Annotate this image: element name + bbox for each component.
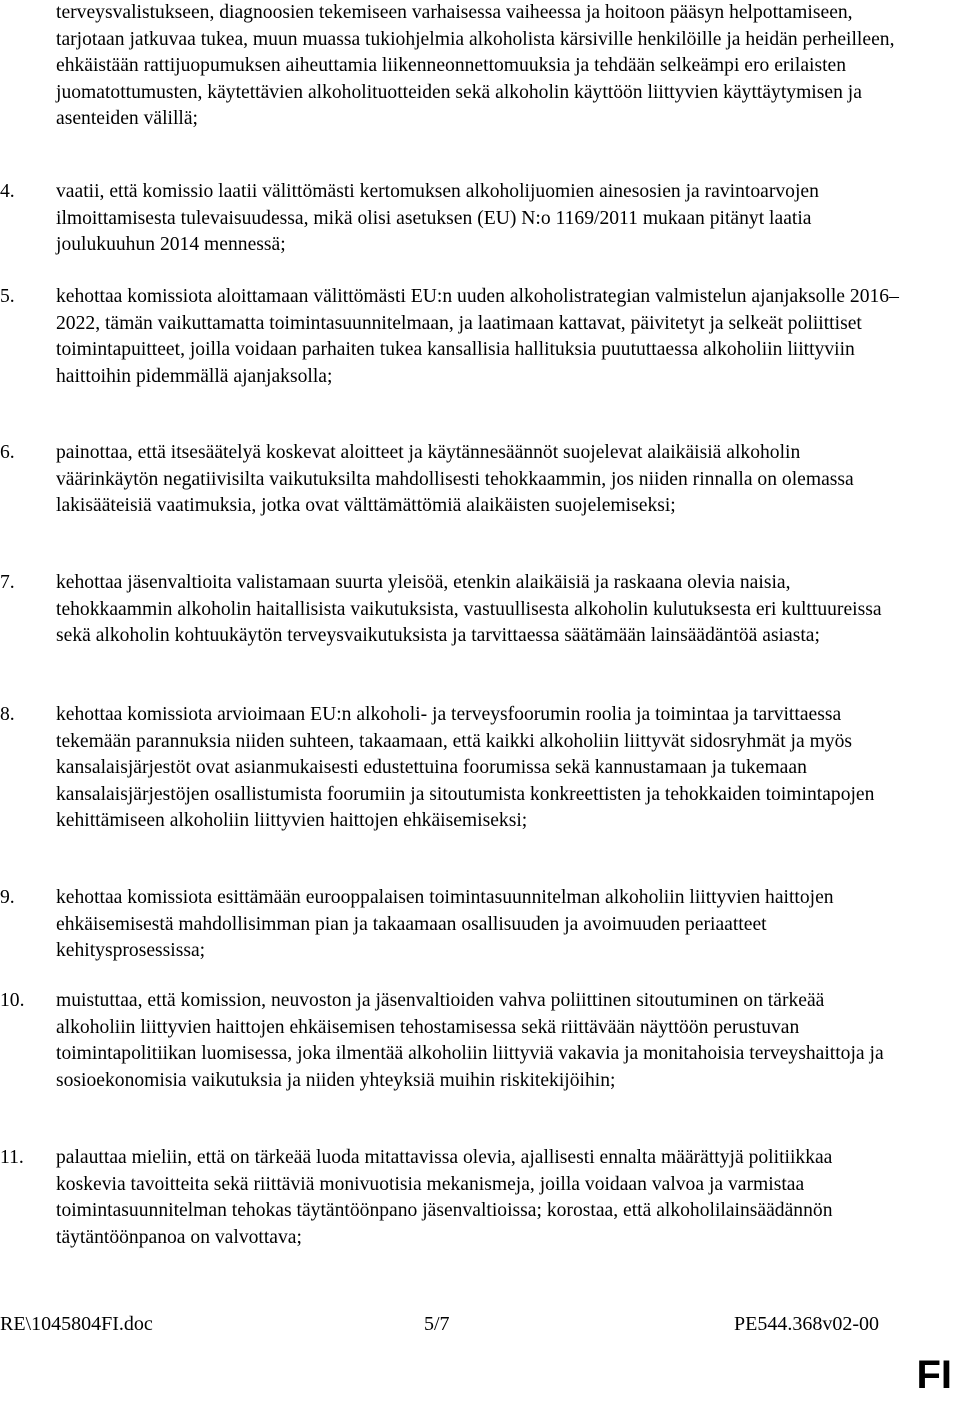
item-number: 10. xyxy=(0,990,25,1011)
item-text: painottaa, että itsesäätelyä koskevat aloitteet ja käytännesäännöt suojelevat alaikäisiä alkoholin väärinkäytön negatiivisilta vaikutuksilta mahdollisesti tehokkaammin, jos niiden rinnalla on olemassa lakisääteisiä vaatimuksia, jotka ovat välttämättömiä alaikäisten suojelemiseksi; xyxy=(56,442,854,517)
footer-document-reference: RE\1045804FI.doc xyxy=(0,1313,153,1335)
item-number: 9. xyxy=(0,887,15,908)
item-text: palauttaa mieliin, että on tärkeää luoda mitattavissa olevia, ajallisesti ennalta määrättyjä politiikkaa koskevia tavoitteita sekä riittäviä monivuotisia mekanismeja, joilla voidaan valvoa ja varmistaa toimintasuunnitelman tehokas täytäntöönpano jäsenvaltioissa; korostaa, että alkoholilainsäädännön täytäntöönpanoa on valvottava; xyxy=(56,1147,833,1248)
item-number: 11. xyxy=(0,1147,24,1168)
footer-pe-number: PE544.368v02-00 xyxy=(734,1313,879,1335)
item-number: 5. xyxy=(0,286,15,307)
item-number: 6. xyxy=(0,442,15,463)
item-text: kehottaa komissiota arvioimaan EU:n alkoholi- ja terveysfoorumin roolia ja toimintaa ja tarvittaessa tekemään parannuksia niiden suhteen, takaamaan, että kaikki alkoholiin liittyvät sidosryhmät ja myös kansalaisjärjestöt ovat asianmukaisesti edustettuina foorumissa sekä kannustamaan ja tukemaan kansalaisjärjestöjen osallistumista foorumiin ja sitoutumista konkreettisten ja tehokkaiden toimintapojen kehittämiseen alkoholiin liittyvien haittojen ehkäisemiseksi; xyxy=(56,704,875,832)
item-text: vaatii, että komissio laatii välittömästi kertomuksen alkoholijuomien ainesosien ja ravintoarvojen ilmoittamisesta tulevaisuudessa, mikä olisi asetuksen (EU) N:o 1169/2011 mukaan pitänyt laatia joulukuuhun 2014 mennessä; xyxy=(56,181,819,256)
item-number: 8. xyxy=(0,704,15,725)
item-text: muistuttaa, että komission, neuvoston ja jäsenvaltioiden vahva poliittinen sitoutuminen on tärkeää alkoholiin liittyvien haittojen ehkäisemisen tehostamisessa sekä riittävään näyttöön perustuvan toimintapolitiikan luomisessa, joka ilmentää alkoholiin liittyviä vakavia ja monitahoisia terveyshaittoja ja sosioekonomisia vaikutuksia ja niiden yhteyksiä muihin riskitekijöihin; xyxy=(56,990,884,1091)
footer-page-number: 5/7 xyxy=(424,1313,450,1335)
item-text: kehottaa komissiota esittämään eurooppalaisen toimintasuunnitelman alkoholiin liittyvien haittojen ehkäisemisestä mahdollisimman pian ja takaamaan osallisuuden ja avoimuuden periaatteet kehitysprosessissa; xyxy=(56,887,834,962)
continuation-paragraph: terveysvalistukseen, diagnoosien tekemiseen varhaisessa vaiheessa ja hoitoon pääsyn helpottamiseen, tarjotaan jatkuvaa tukea, muun muassa tukiohjelmia alkoholista kärsiville henkilöille ja heidän perheilleen, ehkäistään rattijuopumuksen aiheuttamia liikenneonnettomuuksia ja tehdään selkeämpi ero erilaisten juomatottumusten, käytettävien alkoholituotteiden sekä alkoholin käyttöön liittyvien käyttäytymisen ja asenteiden välillä; xyxy=(56,2,895,130)
item-text: kehottaa jäsenvaltioita valistamaan suurta yleisöä, etenkin alaikäisiä ja raskaana olevia naisia, tehokkaammin alkoholin haitallisista vaikutuksista, vastuullisesta alkoholin kulutuksesta eri kulttuureissa sekä alkoholin kohtuukäytön terveysvaikutuksista ja tarvittaessa säätämään lainsäädäntöä asiasta; xyxy=(56,572,882,647)
item-number: 7. xyxy=(0,572,15,593)
item-text: kehottaa komissiota aloittamaan välittömästi EU:n uuden alkoholistrategian valmistelun ajanjaksolle 2016–2022, tämän vaikuttamatta toimintasuunnitelmaan, ja laatimaan kattavat, päivitetyt ja selkeät poliittiset toimintapuitteet, joilla voidaan parhaiten tukea kansallisia hallituksia puututtaessa alkoholiin liittyviin haittoihin pidemmällä ajanjaksolla; xyxy=(56,286,899,387)
language-mark: FI xyxy=(916,1353,952,1397)
item-number: 4. xyxy=(0,181,15,202)
